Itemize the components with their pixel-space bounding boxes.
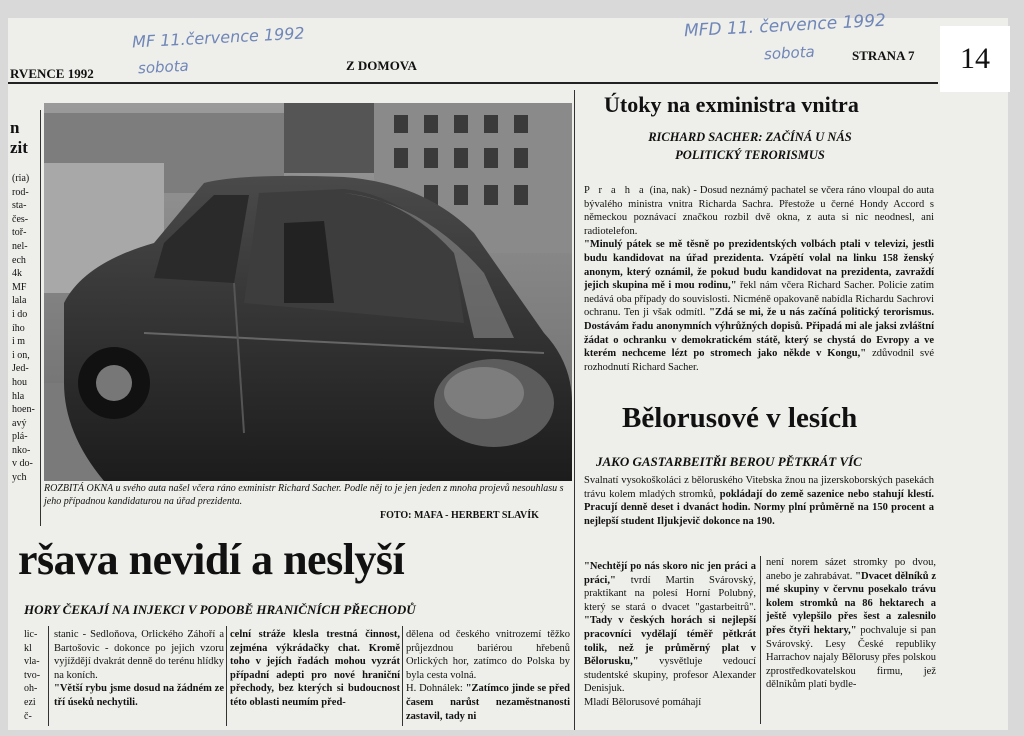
subtitle-belorusove: JAKO GASTARBEITŘI BEROU PĚTKRÁT VÍC bbox=[596, 454, 862, 469]
page-label: STRANA 7 bbox=[852, 48, 915, 63]
article-varsava-col2: celní stráže klesla trestná činnost, zejména výkrádačky chat. Kromě toho v jejích řadách mohou vyzrát případní adepti pro nové hraniční přechody, bez kterých si budoucnost této oblasti neumím před- bbox=[230, 629, 400, 708]
left-sliver-text: (ria) rod- sta- čes- toř- nel- ech 4k MF lala i do ího i m i on, Jed- hou hla hoen- avý plá- nko- v do- ych bbox=[12, 173, 35, 484]
story3-sliver: lic- kl vla- tvo- oh- ezi č- bbox=[24, 629, 41, 722]
car-photo bbox=[44, 103, 572, 481]
article-belorusove-col1: "Nechtějí po nás skoro nic jen práci a práci," tvrdí Martin Svárovský, praktikant na polesí Horní Polubný, který se stará o dvacet "gastarbeitrů". "Tady v českých horách si nejlepší pracovníci vydělají téměř pětkrát tolik, než je průměrný plat v Bělorusku," vysvětluje vedoucí studentské skupiny, profesor Alexander Denisjuk. Mladí Bělorusové pomáhají bbox=[584, 561, 756, 708]
headline-belorusove: Bělorusové v lesích bbox=[622, 402, 858, 434]
photo-credit: FOTO: MAFA - HERBERT SLAVÍK bbox=[380, 510, 539, 521]
subtitle-utoky-2: POLITICKÝ TERORISMUS bbox=[675, 148, 825, 162]
article-belorusove-lead: Svalnatí vysokoškoláci z běloruského Vitebska žnou na jizerskoborských pasekách trávu kolem mladých stromků, pokládají do země sazenice nebo stahují klestí. Pracují denně deset i dvanáct hodin. Normy plní průměrně na 150 procent a nejlepší student Iljukjevič dokonce na 190. bbox=[584, 475, 934, 527]
dateline: P r a h a bbox=[584, 185, 647, 196]
headline-utoky: Útoky na exministra vnitra bbox=[604, 92, 859, 117]
subtitle-utoky-1: RICHARD SACHER: ZAČÍNÁ U NÁS bbox=[648, 130, 852, 144]
headline-varsava: ršava nevidí a neslyší bbox=[18, 535, 405, 584]
photo-caption: ROZBITÁ OKNA u svého auta našel včera ráno exministr Richard Sacher. Podle něj to je jen jeden z mnoha projevů nesouhlasu s jeho případnou kandidaturou na úřad prezidenta. bbox=[44, 483, 564, 507]
handwritten-date-left: MF 11.července 1992 bbox=[131, 23, 306, 52]
handwritten-day-left: sobota bbox=[137, 56, 190, 78]
handwritten-day-right: sobota bbox=[763, 42, 816, 64]
column-rule-story3 bbox=[48, 626, 49, 726]
folio-number: 14 bbox=[940, 26, 1010, 92]
column-rule bbox=[40, 110, 41, 526]
article-varsava-col3: dělena od českého vnitrozemí těžko průjezdnou bariérou hřebenů Orlických hor, zatímco do Polska by byla cesta volná. H. Dohnálek: "Zatímco jinde se před časem narůst nezaměstnanosti zastavil, tady ni bbox=[406, 629, 570, 722]
left-sliver-heading: n bbox=[10, 118, 20, 137]
handwritten-date-right: MFD 11. července 1992 bbox=[683, 10, 887, 42]
broken-car-image bbox=[44, 103, 572, 481]
subtitle-varsava: HORY ČEKAJÍ NA INJEKCI V PODOBĚ HRANIČNÍCH PŘECHODŮ bbox=[24, 602, 416, 617]
column-rule-main bbox=[574, 90, 575, 730]
article-belorusove-col2: není norem sázet stromky po dvou, anebo je zahrabávat. "Dvacet dělníků z mé skupiny v červnu posekalo trávu kolem stromků na 86 hektarech a ještě vylepšilo přes šest a zalesnilo přes čtyři hektary," pochvaluje si pan Svárovský. Lesy České republiky Harrachov najaly Bělorusy přes polskou zprostředkovatelskou firmu, jež dělníkům platí bydle- bbox=[766, 557, 936, 691]
section-title: Z DOMOVA bbox=[346, 58, 417, 73]
header-date: RVENCE 1992 bbox=[10, 66, 94, 81]
article-varsava-col1: stanic - Sedloňova, Orlického Záhoří a Bartošovic - dokonce po jejich vzoru vyjíždějí dvakrát denně do terénu hlídky na koních. "Větší rybu jsme dosud na žádném ze tří úseků nechytili. bbox=[54, 629, 224, 708]
column-rule-story2 bbox=[760, 556, 761, 724]
column-rule-story3c bbox=[402, 626, 403, 726]
column-rule-story3b bbox=[226, 626, 227, 726]
article-utoky-body: P r a h a (ina, nak) - Dosud neznámý pachatel se včera ráno vloupal do auta bývalého ministra vnitra Richarda Sachra. Přestože u černé Hondy Accord s německou poznávací značkou rozbil dvě okna, z auta si nic neodnesl, ani radiotelefon. "Minulý pátek se mě těsně po prezidentských volbách ptali v televizi, jestli budu kandidovat na úřad prezidenta. Vzápětí volal na linku 158 ženský anonym, který oznámil, že pokud budu kandidovat na prezidenta, zavraždí jejich skupina mě i mou rodinu," řekl nám včera Richard Sacher. Policie zatím nedává oba případy do souvislosti. Nicméně opakovaně nabídla Richardu Sachrovi ochranu. Ten ji však odmítl. "Zdá se mi, že u nás začíná politický terorismus. Dostávám řadu anonymních výhrůžných dopisů. Připadá mi ale jaksi zvláštní žádat o ochranku v demokratickém státě, který se chystá do Evropy a ve kterém nechceme lézt po stromech jako někde v Kongu," zdůvodnil své rozhodnutí Richard Sacher. bbox=[584, 185, 934, 373]
header-rule bbox=[8, 82, 938, 84]
left-sliver-heading-2: zit bbox=[10, 138, 28, 157]
